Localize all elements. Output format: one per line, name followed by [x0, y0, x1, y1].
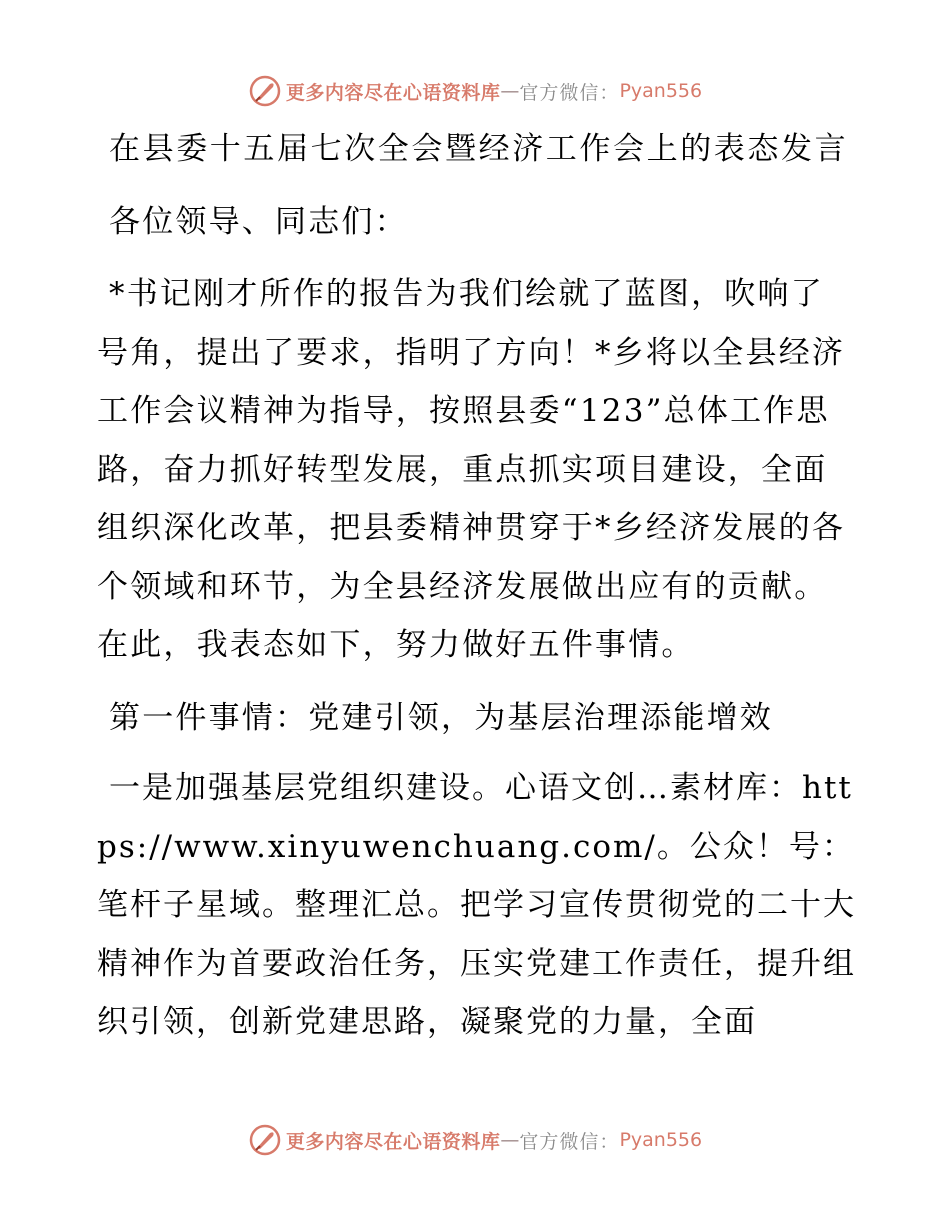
watermark-label: 官方微信：	[519, 81, 620, 104]
footer-watermark	[0, 1120, 950, 1160]
quill-logo-icon	[248, 1123, 282, 1157]
watermark-separator: —	[500, 1129, 520, 1151]
watermark-id: Pyan556	[619, 80, 703, 102]
document-body	[97, 120, 857, 1066]
watermark-main-text: 更多内容尽在心语资料库	[285, 1130, 501, 1153]
watermark-main-text: 更多内容尽在心语资料库	[285, 81, 501, 104]
watermark-id: Pyan556	[619, 1129, 703, 1151]
section-body-paragraph: 一是加强基层党组织建设。心语文创…素材库：https://www.xinyuwenchuang.com/。公众！号：笔杆子星域。整理汇总。把学习宣传贯彻党的二十大精神作为首要政治任务，压实党建工作责任，提升组织引领，创新党建思路，凝聚党的力量，全面	[97, 770, 856, 1040]
quill-logo-icon	[248, 74, 282, 108]
watermark-separator: —	[500, 80, 520, 102]
header-watermark	[0, 71, 950, 111]
document-title: 在县委十五届七次全会暨经济工作会上的表态发言	[109, 131, 849, 167]
section-heading: 第一件事情：党建引领，为基层治理添能增效	[109, 699, 773, 736]
salutation: 各位领导、同志们：	[109, 203, 408, 240]
intro-paragraph: *书记刚才所作的报告为我们绘就了蓝图，吹响了号角，提出了要求，指明了方向！*乡将以全县经济工作会议精神为指导，按照县委“123”总体工作思路，奋力抓好转型发展，重点抓实项目建设，全面组织深化改革，把县委精神贯穿于*乡经济发展的各个领域和环节，为全县经济发展做出应有的贡献。在此，我表态如下，努力做好五件事情。	[97, 276, 846, 663]
watermark-label: 官方微信：	[519, 1130, 620, 1153]
